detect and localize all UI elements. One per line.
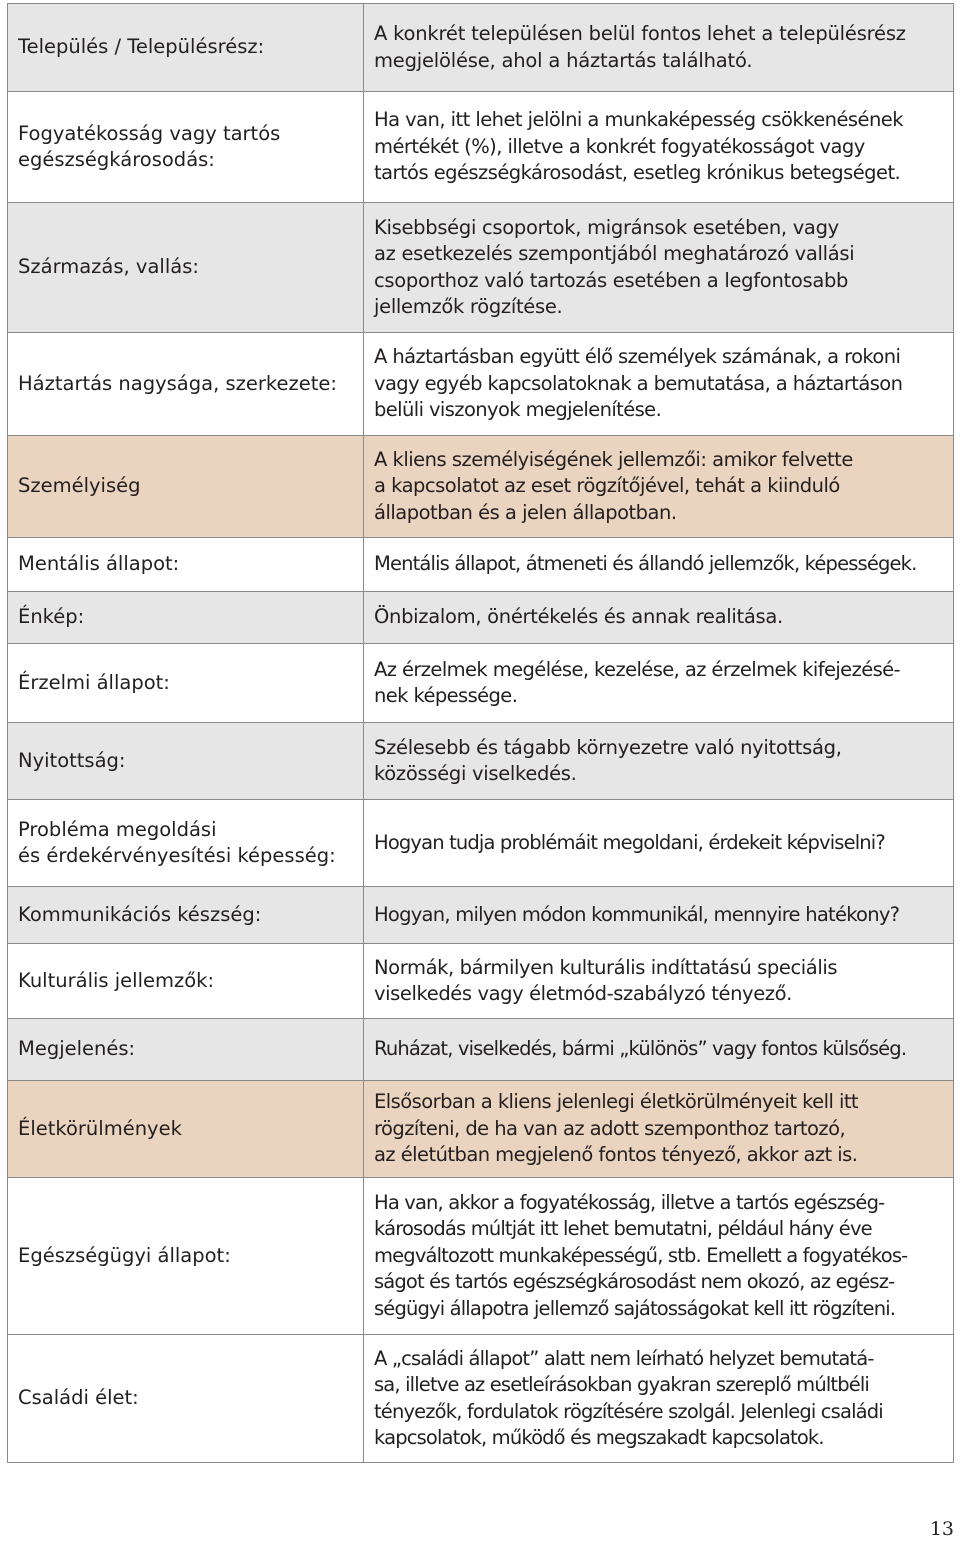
table-row xyxy=(8,644,954,723)
row-description: Kisebbségi csoportok, migránsok esetében, vagy az esetkezelés szempontjából meghatározó vallási csoporthoz való tartozás esetében a legfontosabb jellemzők rögzítése. xyxy=(364,203,954,333)
row-label: Énkép: xyxy=(8,592,364,644)
table-row xyxy=(8,4,954,92)
row-label: Nyitottság: xyxy=(8,723,364,800)
table-row xyxy=(8,800,954,887)
row-description: Hogyan tudja problémáit megoldani, érdekeit képviselni? xyxy=(364,800,954,887)
table-row xyxy=(8,538,954,592)
row-label: Származás, vallás: xyxy=(8,203,364,333)
row-label: Személyiség xyxy=(8,436,364,538)
row-description: A háztartásban együtt élő személyek számának, a rokoni vagy egyéb kapcsolatoknak a bemutatása, a háztartáson belüli viszonyok megjelenítése. xyxy=(364,333,954,436)
row-description: A „családi állapot” alatt nem leírható helyzet bemutatá- sa, illetve az esetleírásokban gyakran szereplő múltbéli tényezők, fordulatok rögzítésére szolgál. Jelenlegi családi kapcsolatok, működő és megszakadt kapcsolatok. xyxy=(364,1335,954,1463)
row-label: Fogyatékosság vagy tartós egészségkárosodás: xyxy=(8,92,364,203)
table-row xyxy=(8,944,954,1019)
row-label: Probléma megoldási és érdekérvényesítési képesség: xyxy=(8,800,364,887)
table-row xyxy=(8,887,954,944)
row-label: Életkörülmények xyxy=(8,1081,364,1178)
row-description: A kliens személyiségének jellemzői: amikor felvette a kapcsolatot az eset rögzítőjével, tehát a kiinduló állapotban és a jelen állapotban. xyxy=(364,436,954,538)
criteria-table xyxy=(7,3,954,1463)
page-number: 13 xyxy=(929,1518,954,1540)
row-description: Az érzelmek megélése, kezelése, az érzelmek kifejezésé- nek képessége. xyxy=(364,644,954,723)
table-row xyxy=(8,333,954,436)
table-row xyxy=(8,592,954,644)
row-description: Hogyan, milyen módon kommunikál, mennyire hatékony? xyxy=(364,887,954,944)
row-description: Ha van, itt lehet jelölni a munkaképesség csökkenésének mértékét (%), illetve a konkrét fogyatékosságot vagy tartós egészségkárosodást, esetleg krónikus betegséget. xyxy=(364,92,954,203)
row-description: Ha van, akkor a fogyatékosság, illetve a tartós egészség- károsodás múltját itt lehet bemutatni, például hány éve megváltozott munkaképességű, stb. Emellett a fogyatékos- ságot és tartós egészségkárosodást nem okozó, az egész- ségügyi állapotra jellemző sajátosságokat kell itt rögzíteni. xyxy=(364,1178,954,1335)
row-description: Elsősorban a kliens jelenlegi életkörülményeit kell itt rögzíteni, de ha van az adott szemponthoz tartozó, az életútban megjelenő fontos tényező, akkor azt is. xyxy=(364,1081,954,1178)
table-row xyxy=(8,723,954,800)
table-row xyxy=(8,1178,954,1335)
table-row xyxy=(8,436,954,538)
row-label: Megjelenés: xyxy=(8,1019,364,1081)
row-label: Kommunikációs készség: xyxy=(8,887,364,944)
row-label: Mentális állapot: xyxy=(8,538,364,592)
table-row xyxy=(8,1335,954,1463)
row-description: A konkrét településen belül fontos lehet a településrész megjelölése, ahol a háztartás található. xyxy=(364,4,954,92)
row-description: Normák, bármilyen kulturális indíttatású speciális viselkedés vagy életmód-szabályzó tényező. xyxy=(364,944,954,1019)
table-row xyxy=(8,1019,954,1081)
row-label: Családi élet: xyxy=(8,1335,364,1463)
row-label: Település / Településrész: xyxy=(8,4,364,92)
row-description: Ruházat, viselkedés, bármi „különös” vagy fontos külsőség. xyxy=(364,1019,954,1081)
row-description: Szélesebb és tágabb környezetre való nyitottság, közösségi viselkedés. xyxy=(364,723,954,800)
row-label: Háztartás nagysága, szerkezete: xyxy=(8,333,364,436)
table-row xyxy=(8,1081,954,1178)
row-label: Egészségügyi állapot: xyxy=(8,1178,364,1335)
row-label: Érzelmi állapot: xyxy=(8,644,364,723)
table-row xyxy=(8,203,954,333)
row-description: Mentális állapot, átmeneti és állandó jellemzők, képességek. xyxy=(364,538,954,592)
row-label: Kulturális jellemzők: xyxy=(8,944,364,1019)
row-description: Önbizalom, önértékelés és annak realitása. xyxy=(364,592,954,644)
table-row xyxy=(8,92,954,203)
